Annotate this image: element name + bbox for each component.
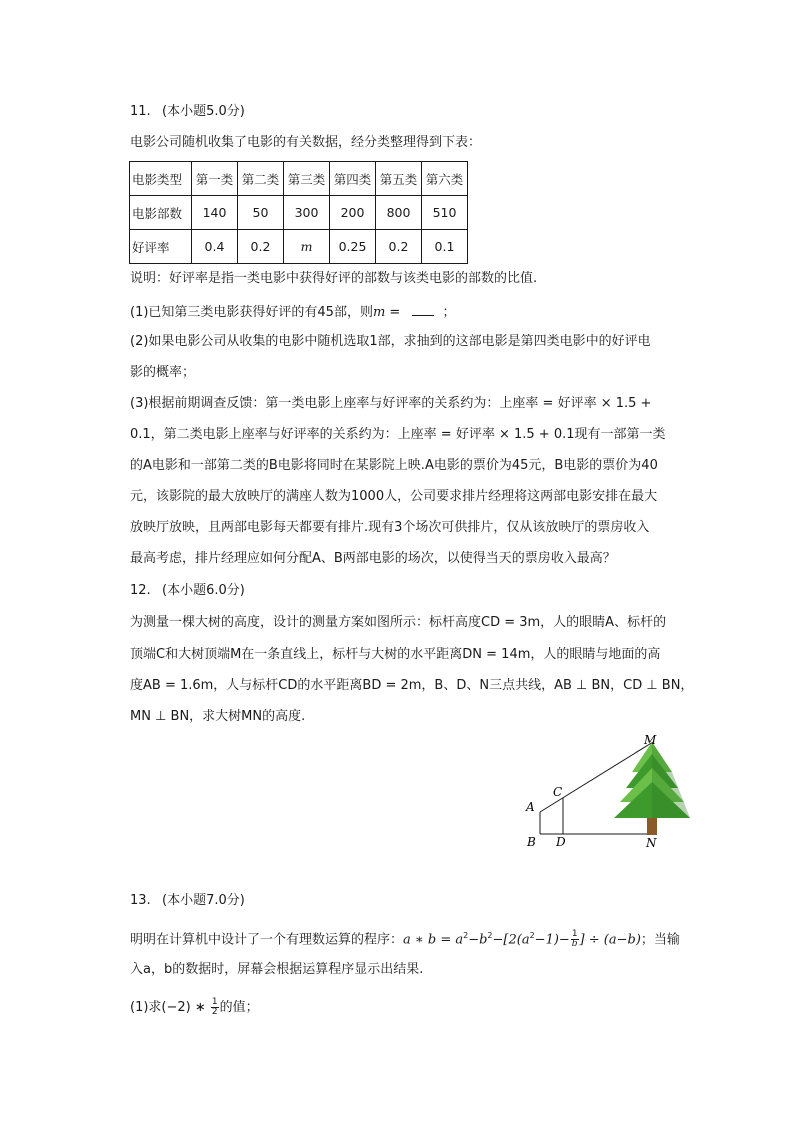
table-cell: 第六类 [422, 162, 468, 196]
q11-part3-line5: 放映厅放映，且两部电影每天都要有排片.现有3个场次可供排片，仅从该放映厅的票房收入 [130, 520, 650, 535]
table-cell: 200 [330, 196, 376, 230]
q12-tree-figure [520, 730, 700, 855]
table-cell: 电影部数 [130, 196, 192, 230]
fraction-denominator: b [571, 939, 578, 950]
q12-line2: 顶端C和大树顶端M在一条直线上，标杆与大树的水平距离DN = 14m，人的眼睛与地面的高 [130, 647, 661, 662]
table-cell: 0.2 [376, 230, 422, 264]
fraction-numerator: 1 [211, 997, 218, 1007]
q11-part3-line4: 元，该影院的最大放映厅的满座人数为1000人，公司要求排片经理将这两部电影安排在最大 [130, 489, 658, 504]
q11-part3-line3: 的A电影和一部第二类的B电影将同时在某影院上映.A电影的票价为45元，B电影的票价为40 [130, 458, 658, 473]
table-row [130, 196, 468, 230]
fraction-numerator: 1 [571, 929, 578, 940]
fraction-denominator: 2 [211, 1007, 218, 1017]
table-cell: 0.1 [422, 230, 468, 264]
table-cell: 好评率 [130, 230, 192, 264]
table-cell: 300 [284, 196, 330, 230]
q11-part1-eq: = [385, 305, 405, 320]
q13-formula-e: ] ÷ (a−b) [579, 932, 641, 948]
q13-line1-end: ；当输 [640, 932, 680, 948]
q13-formula-a: a ∗ b = a [403, 932, 464, 948]
q13-formula-c: −[2(a [492, 932, 530, 948]
table-cell: 0.25 [330, 230, 376, 264]
q11-part2-line1: (2)如果电影公司从收集的电影中随机选取1部，求抽到的这部电影是第四类电影中的好评电 [130, 334, 651, 349]
q11-part3-line1: (3)根据前期调查反馈：第一类电影上座率与好评率的关系约为：上座率 = 好评率 × 1.5 + [130, 396, 652, 411]
table-cell: 第二类 [238, 162, 284, 196]
table-cell: 第四类 [330, 162, 376, 196]
answer-blank [412, 303, 434, 316]
q13-line2: 入a，b的数据时，屏幕会根据运算程序显示出结果. [130, 962, 424, 977]
q11-part3-line6: 最高考虑，排片经理应如何分配A、B两部电影的场次，以使得当天的票房收入最高？ [130, 551, 616, 566]
q13-formula-b: −b [468, 932, 488, 948]
q11-intro: 电影公司随机收集了电影的有关数据，经分类整理得到下表： [130, 135, 482, 150]
q12-line3: 度AB = 1.6m，人与标杆CD的水平距离BD = 2m，B、D、N三点共线，AB ⊥ BN，CD ⊥ BN， [130, 678, 694, 693]
label-C: C [553, 785, 563, 799]
table-cell: 800 [376, 196, 422, 230]
q12-header [130, 583, 245, 599]
table-cell: 0.4 [192, 230, 238, 264]
table-cell: 电影类型 [130, 162, 192, 196]
label-B: B [527, 835, 536, 849]
q13-part1 [130, 998, 259, 1017]
q11-part2-line2: 影的概率； [130, 365, 196, 380]
q12-number: 12. [130, 583, 151, 598]
table-row [130, 162, 468, 196]
table-cell: 140 [192, 196, 238, 230]
table-cell: 0.2 [238, 230, 284, 264]
q11-part1-end: ； [442, 305, 456, 320]
tree-icon [614, 742, 690, 835]
q13-header [130, 893, 245, 909]
q13-part1-end: 的值； [219, 1000, 259, 1015]
q12-score: (本小题6.0分) [162, 583, 245, 598]
q13-part1-fraction [211, 998, 219, 1017]
table-cell: m [284, 230, 330, 264]
q11-part3-line2: 0.1，第二类电影上座率与好评率的关系约为：上座率 = 好评率 × 1.5 + 0.1现有一部第一类 [130, 427, 666, 442]
q11-part1-m: m [372, 305, 386, 320]
table-cell: 第五类 [376, 162, 422, 196]
q13-fraction [571, 930, 579, 949]
table-cell: 510 [422, 196, 468, 230]
q13-formula-d: −1)− [534, 932, 570, 948]
q12-line1: 为测量一棵大树的高度，设计的测量方案如图所示：标杆高度CD = 3m，人的眼睛A、标杆的 [130, 615, 667, 630]
q12-line4: MN ⊥ BN，求大树MN的高度. [130, 709, 306, 724]
q13-line1: 明明在计算机中设计了一个有理数运算的程序：a ∗ $b = a^2-b^2-[2(a^2-1)-$ $\frac{1}{b}$ ] ÷ (a−b)；当输 [130, 929, 680, 950]
table-cell: 第三类 [284, 162, 330, 196]
q11-part1 [130, 303, 455, 321]
q13-score: (本小题7.0分) [162, 893, 245, 908]
table-row [130, 230, 468, 264]
q13-number: 13. [130, 893, 151, 908]
q11-score: (本小题5.0分) [162, 104, 245, 119]
q11-header [130, 104, 245, 120]
q11-number: 11. [130, 104, 151, 119]
q11-note: 说明：好评率是指一类电影中获得好评的部数与该类电影的部数的比值. [130, 271, 538, 286]
q11-part1-text: (1)已知第三类电影获得好评的有45部，则 [130, 305, 373, 320]
q13-part1-text: (1)求(−2) ∗ [130, 1000, 210, 1015]
label-M: M [644, 733, 657, 747]
table-cell: 50 [238, 196, 284, 230]
q11-data-table [129, 161, 468, 264]
label-N: N [646, 836, 657, 850]
label-A: A [526, 800, 535, 814]
q13-line1-text: 明明在计算机中设计了一个有理数运算的程序： [130, 932, 404, 948]
table-cell: 第一类 [192, 162, 238, 196]
label-D: D [556, 835, 566, 849]
